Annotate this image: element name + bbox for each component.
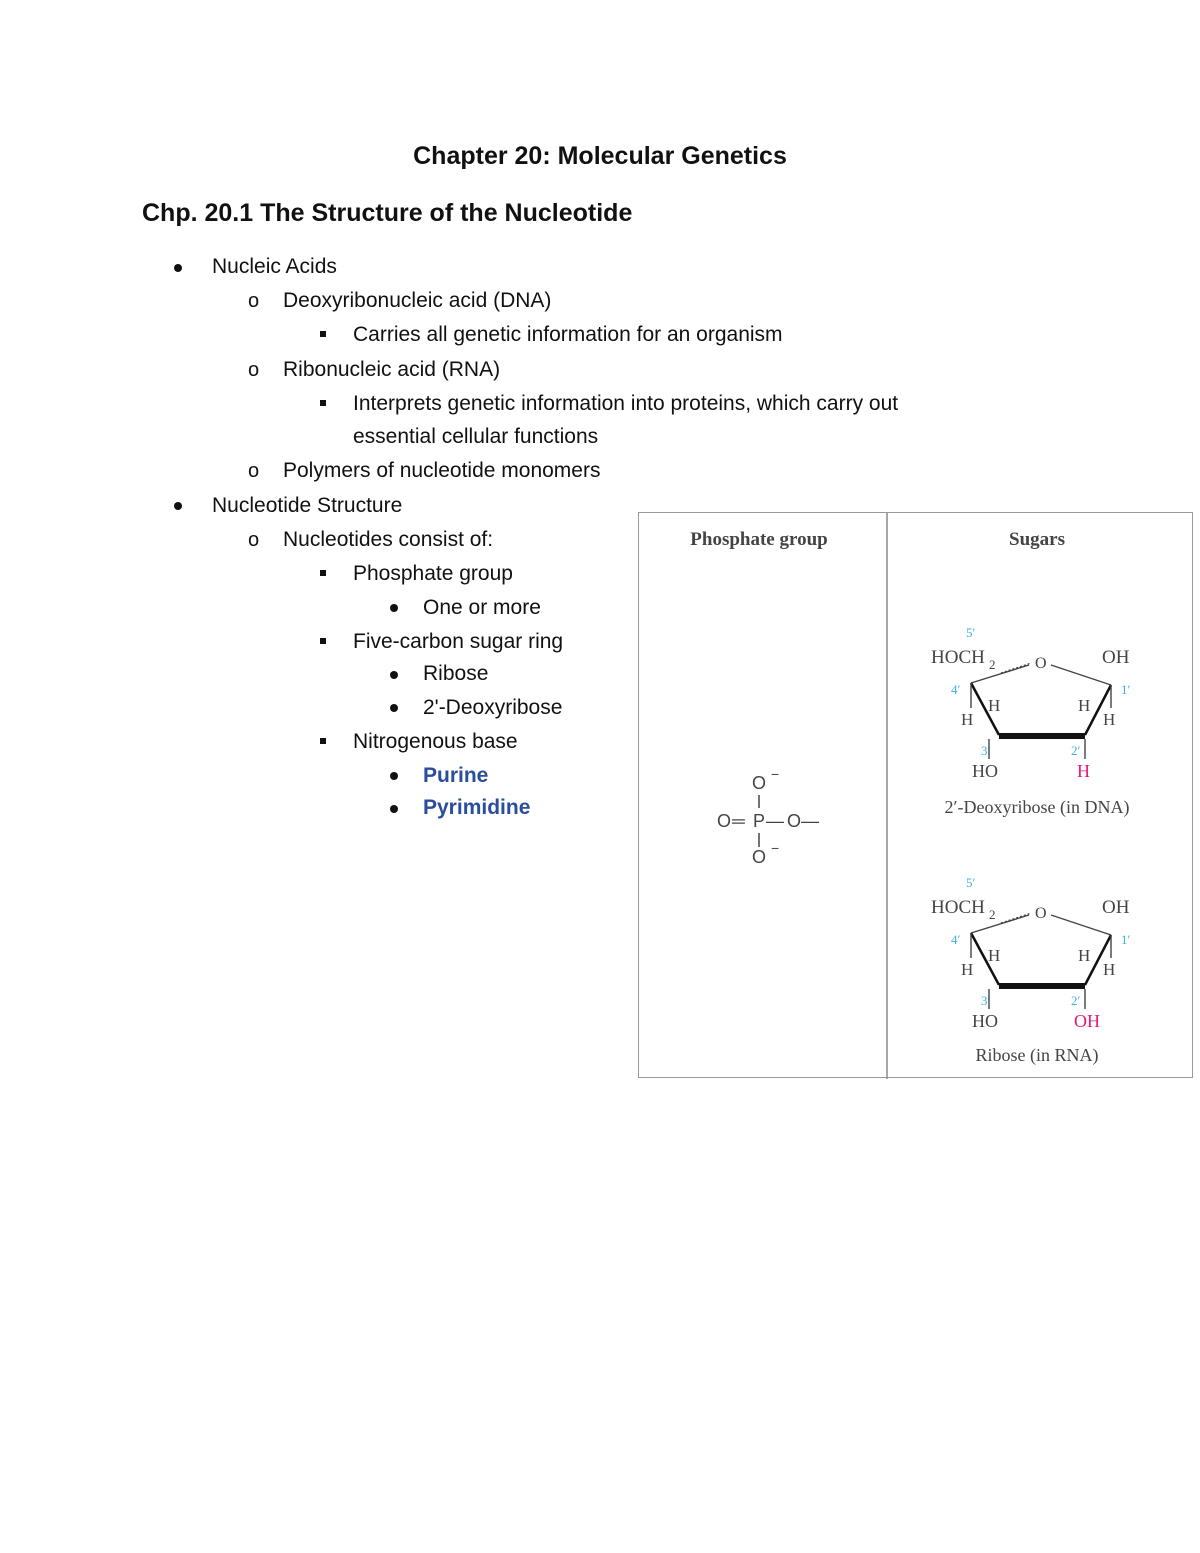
bullet-square-icon xyxy=(320,331,326,337)
deoxy-n3: 3′ xyxy=(981,743,991,758)
outline-item-deoxyribose: 2'-Deoxyribose xyxy=(423,696,563,719)
phosphate-o-left: O xyxy=(717,811,732,831)
bullet-square-icon xyxy=(320,570,326,576)
deoxy-c3-ho: HO xyxy=(972,761,998,781)
bullet-disc-icon xyxy=(174,264,182,272)
page-title: Chapter 20: Molecular Genetics xyxy=(413,142,787,170)
bullet-square-icon xyxy=(320,738,326,744)
deoxy-h-c1-out: H xyxy=(1103,710,1116,729)
deoxy-n5: 5′ xyxy=(966,625,976,640)
phosphate-group-header: Phosphate group xyxy=(690,529,828,550)
deoxy-h-c4-in: H xyxy=(988,696,1001,715)
phosphate-bond-right-1: — xyxy=(766,811,784,831)
outline-item-rna-detail-cont: essential cellular functions xyxy=(353,425,599,448)
outline-item-sugar-ring: Five-carbon sugar ring xyxy=(353,630,564,653)
phosphate-o-bottom: O xyxy=(751,847,767,867)
bullet-disc-icon xyxy=(390,805,398,813)
bullet-circle-icon: o xyxy=(248,460,260,482)
bullet-circle-icon: o xyxy=(248,529,260,551)
ribose-h-c4-in: H xyxy=(988,946,1001,965)
section-title: Chp. 20.1 The Structure of the Nucleotide xyxy=(142,199,633,227)
ribose-ring-o: O xyxy=(1035,905,1047,922)
nucleotide-components-figure xyxy=(638,512,1193,1078)
outline-item-ribose: Ribose xyxy=(423,662,489,685)
bullet-square-icon xyxy=(320,638,326,644)
deoxy-sub2: 2 xyxy=(989,657,996,672)
phosphate-charge-bottom: − xyxy=(771,840,780,856)
ribose-label: Ribose (in RNA) xyxy=(975,1045,1099,1065)
deoxy-c2-h: H xyxy=(1077,761,1090,781)
ribose-n5: 5′ xyxy=(966,875,976,890)
phosphate-p: P xyxy=(753,811,766,831)
outline-item-nitrogenous-base: Nitrogenous base xyxy=(353,730,518,753)
deoxy-n1: 1′ xyxy=(1121,682,1131,697)
ribose-structure xyxy=(931,875,1131,1066)
ribose-c2-oh: OH xyxy=(1074,1011,1100,1031)
outline-item-purine: Purine xyxy=(423,764,489,787)
outline-item-phosphate: Phosphate group xyxy=(353,562,513,585)
outline-item-one-or-more: One or more xyxy=(423,596,541,619)
figure-canvas xyxy=(639,513,1194,1079)
deoxy-bond-c5 xyxy=(1001,663,1031,673)
phosphate-double-bond: ═ xyxy=(732,811,745,831)
deoxy-bond-o-c1 xyxy=(1051,665,1111,685)
deoxy-h-c1-in: H xyxy=(1078,696,1091,715)
ribose-h-c4-out: H xyxy=(961,960,974,979)
phosphate-o-right: O xyxy=(787,811,802,831)
phosphate-charge-top: − xyxy=(771,766,780,782)
phosphate-structure xyxy=(717,766,819,867)
outline-item-consist-of: Nucleotides consist of: xyxy=(283,528,494,551)
deoxyribose-structure xyxy=(931,625,1131,818)
bullet-disc-icon xyxy=(390,772,398,780)
outline-item-polymers: Polymers of nucleotide monomers xyxy=(283,459,601,482)
outline-item-dna-detail: Carries all genetic information for an organism xyxy=(353,323,783,346)
ribose-h-c1-out: H xyxy=(1103,960,1116,979)
outline-item-rna: Ribonucleic acid (RNA) xyxy=(283,358,501,381)
deoxy-n4: 4′ xyxy=(951,682,961,697)
ribose-c3-ho: HO xyxy=(972,1011,998,1031)
ribose-bond-c5 xyxy=(1001,913,1031,923)
bullet-disc-icon xyxy=(390,671,398,679)
deoxy-oh-c1: OH xyxy=(1102,647,1130,668)
bullet-disc-icon xyxy=(390,604,398,612)
deoxy-ring-o: O xyxy=(1035,655,1047,672)
deoxy-h-c4-out: H xyxy=(961,710,974,729)
outline-item-nucleic-acids: Nucleic Acids xyxy=(212,255,337,278)
outline-item-rna-detail: Interprets genetic information into proteins, which carry out xyxy=(353,392,899,415)
ribose-sub2: 2 xyxy=(989,907,996,922)
bullet-circle-icon: o xyxy=(248,359,260,381)
ribose-n3: 3′ xyxy=(981,993,991,1008)
deoxy-n2: 2′ xyxy=(1071,743,1081,758)
bullet-circle-icon: o xyxy=(248,290,260,312)
ribose-n1: 1′ xyxy=(1121,932,1131,947)
ribose-hoch: HOCH xyxy=(931,897,985,918)
bullet-disc-icon xyxy=(390,704,398,712)
ribose-bond-o-c1 xyxy=(1051,915,1111,935)
ribose-oh-c1: OH xyxy=(1102,897,1130,918)
ribose-h-c1-in: H xyxy=(1078,946,1091,965)
sugars-header: Sugars xyxy=(1009,529,1065,550)
phosphate-bond-right-2: — xyxy=(801,811,819,831)
outline-item-nucleotide-structure: Nucleotide Structure xyxy=(212,494,403,517)
outline-item-pyrimidine: Pyrimidine xyxy=(423,796,531,819)
deoxy-hoch: HOCH xyxy=(931,647,985,668)
outline-item-dna: Deoxyribonucleic acid (DNA) xyxy=(283,289,552,312)
bullet-square-icon xyxy=(320,400,326,406)
ribose-n4: 4′ xyxy=(951,932,961,947)
ribose-n2: 2′ xyxy=(1071,993,1081,1008)
phosphate-o-top: O xyxy=(751,773,767,793)
deoxyribose-label: 2′-Deoxyribose (in DNA) xyxy=(944,797,1130,817)
bullet-disc-icon xyxy=(174,502,182,510)
